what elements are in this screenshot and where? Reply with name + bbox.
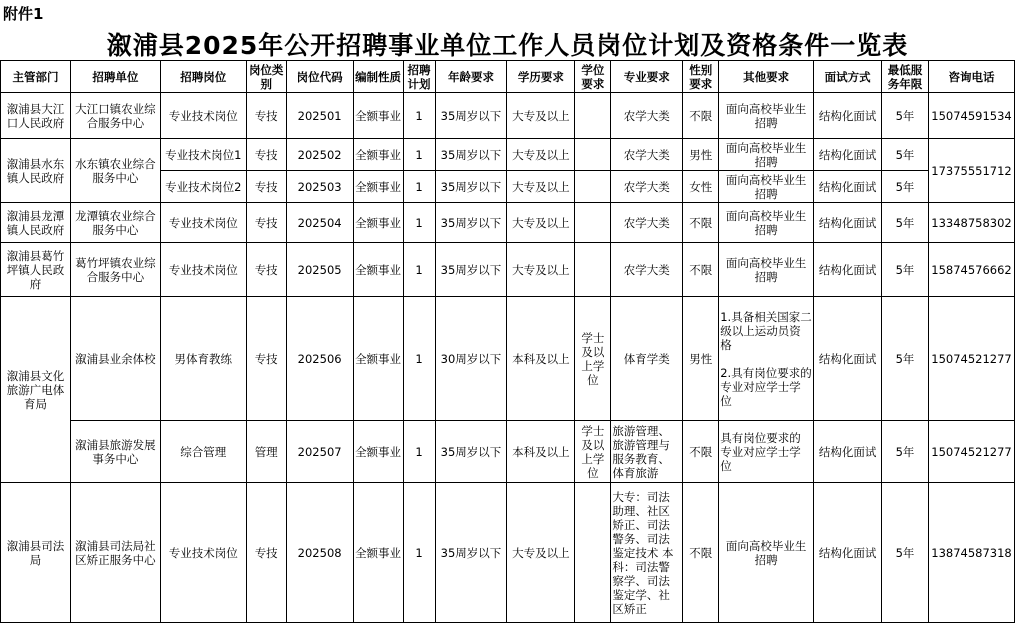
cell-major: 农学大类 (611, 171, 683, 203)
cell-other: 面向高校毕业生招聘 (719, 483, 814, 623)
cell-exam: 结构化面试 (814, 483, 882, 623)
cell-staffing: 全额事业 (353, 483, 403, 623)
cell-code: 202502 (286, 139, 353, 171)
cell-post-type: 专技 (246, 139, 286, 171)
cell-age: 35周岁以下 (435, 483, 507, 623)
cell-dept: 溆浦县文化旅游广电体育局 (1, 297, 71, 483)
cell-plan: 1 (403, 483, 435, 623)
header-unit: 招聘单位 (70, 61, 160, 93)
cell-post: 综合管理 (160, 421, 246, 483)
cell-degree: 学士及以上学位 (575, 421, 611, 483)
cell-education: 大专及以上 (507, 483, 575, 623)
cell-post-type: 专技 (246, 243, 286, 297)
cell-gender: 不限 (683, 203, 719, 243)
cell-exam: 结构化面试 (814, 171, 882, 203)
cell-phone: 15074521277 (929, 297, 1015, 421)
cell-dept: 溆浦县葛竹坪镇人民政府 (1, 243, 71, 297)
cell-age: 35周岁以下 (435, 93, 507, 139)
cell-post-type: 专技 (246, 483, 286, 623)
cell-plan: 1 (403, 421, 435, 483)
cell-code: 202501 (286, 93, 353, 139)
cell-major: 农学大类 (611, 139, 683, 171)
cell-gender: 男性 (683, 297, 719, 421)
table-row (1, 139, 1015, 171)
job-table (0, 60, 1015, 623)
header-age: 年龄要求 (435, 61, 507, 93)
cell-degree (575, 483, 611, 623)
cell-staffing: 全额事业 (353, 203, 403, 243)
cell-education: 大专及以上 (507, 243, 575, 297)
cell-post: 专业技术岗位1 (160, 139, 246, 171)
cell-service: 5年 (882, 171, 929, 203)
cell-education: 大专及以上 (507, 139, 575, 171)
cell-other: 具有岗位要求的专业对应学士学位 (719, 421, 814, 483)
cell-major: 大专：司法助理、社区矫正、司法警务、司法鉴定技术 本科：司法警察学、司法鉴定学、社区矫正 (611, 483, 683, 623)
cell-degree (575, 93, 611, 139)
cell-phone: 13874587318 (929, 483, 1015, 623)
cell-post: 专业技术岗位 (160, 483, 246, 623)
cell-service: 5年 (882, 203, 929, 243)
cell-post: 专业技术岗位 (160, 93, 246, 139)
cell-degree (575, 203, 611, 243)
cell-plan: 1 (403, 297, 435, 421)
cell-unit: 溆浦县旅游发展事务中心 (70, 421, 160, 483)
cell-education: 本科及以上 (507, 421, 575, 483)
cell-major: 农学大类 (611, 203, 683, 243)
cell-code: 202503 (286, 171, 353, 203)
cell-gender: 不限 (683, 421, 719, 483)
cell-staffing: 全额事业 (353, 171, 403, 203)
cell-education: 大专及以上 (507, 203, 575, 243)
cell-age: 35周岁以下 (435, 139, 507, 171)
cell-education: 本科及以上 (507, 297, 575, 421)
cell-degree (575, 139, 611, 171)
header-education: 学历要求 (507, 61, 575, 93)
cell-plan: 1 (403, 93, 435, 139)
cell-service: 5年 (882, 93, 929, 139)
cell-post: 男体育教练 (160, 297, 246, 421)
header-phone: 咨询电话 (929, 61, 1015, 93)
cell-unit: 大江口镇农业综合服务中心 (70, 93, 160, 139)
cell-exam: 结构化面试 (814, 421, 882, 483)
table-row (1, 243, 1015, 297)
cell-dept: 溆浦县司法局 (1, 483, 71, 623)
cell-education: 大专及以上 (507, 93, 575, 139)
header-dept: 主管部门 (1, 61, 71, 93)
cell-post-type: 专技 (246, 171, 286, 203)
attachment-label: 附件1 (3, 5, 44, 23)
cell-gender: 不限 (683, 483, 719, 623)
cell-post: 专业技术岗位2 (160, 171, 246, 203)
cell-phone: 15074591534 (929, 93, 1015, 139)
cell-major: 农学大类 (611, 243, 683, 297)
cell-education: 大专及以上 (507, 171, 575, 203)
table-row (1, 203, 1015, 243)
cell-other: 面向高校毕业生招聘 (719, 203, 814, 243)
cell-post-type: 专技 (246, 297, 286, 421)
cell-code: 202504 (286, 203, 353, 243)
cell-major: 体育学类 (611, 297, 683, 421)
cell-post-type: 专技 (246, 203, 286, 243)
cell-age: 30周岁以下 (435, 297, 507, 421)
other-requirement-1: 1.具备相关国家二级以上运动员资格 (720, 309, 812, 352)
cell-age: 35周岁以下 (435, 243, 507, 297)
cell-gender: 不限 (683, 243, 719, 297)
cell-dept: 溆浦县水东镇人民政府 (1, 139, 71, 203)
header-service: 最低服务年限 (882, 61, 929, 93)
header-major: 专业要求 (611, 61, 683, 93)
cell-plan: 1 (403, 203, 435, 243)
cell-phone: 17375551712 (929, 139, 1015, 203)
cell-service: 5年 (882, 483, 929, 623)
cell-dept: 溆浦县龙潭镇人民政府 (1, 203, 71, 243)
header-plan: 招聘计划 (403, 61, 435, 93)
cell-degree (575, 171, 611, 203)
table-row (1, 93, 1015, 139)
cell-staffing: 全额事业 (353, 93, 403, 139)
cell-code: 202505 (286, 243, 353, 297)
cell-service: 5年 (882, 421, 929, 483)
cell-other: 面向高校毕业生招聘 (719, 139, 814, 171)
cell-post: 专业技术岗位 (160, 243, 246, 297)
cell-gender: 不限 (683, 93, 719, 139)
cell-phone: 13348758302 (929, 203, 1015, 243)
cell-phone: 15074521277 (929, 421, 1015, 483)
cell-age: 35周岁以下 (435, 421, 507, 483)
cell-service: 5年 (882, 297, 929, 421)
header-exam: 面试方式 (814, 61, 882, 93)
cell-degree: 学士及以上学位 (575, 297, 611, 421)
cell-age: 35周岁以下 (435, 171, 507, 203)
cell-code: 202506 (286, 297, 353, 421)
cell-post-type: 管理 (246, 421, 286, 483)
cell-code: 202508 (286, 483, 353, 623)
cell-exam: 结构化面试 (814, 139, 882, 171)
cell-staffing: 全额事业 (353, 421, 403, 483)
cell-unit: 水东镇农业综合服务中心 (70, 139, 160, 203)
cell-code: 202507 (286, 421, 353, 483)
cell-other: 面向高校毕业生招聘 (719, 171, 814, 203)
header-row (1, 61, 1015, 93)
cell-unit: 葛竹坪镇农业综合服务中心 (70, 243, 160, 297)
cell-staffing: 全额事业 (353, 297, 403, 421)
cell-post-type: 专技 (246, 93, 286, 139)
cell-gender: 男性 (683, 139, 719, 171)
cell-degree (575, 243, 611, 297)
cell-major: 旅游管理、旅游管理与服务教育、体育旅游 (611, 421, 683, 483)
cell-age: 35周岁以下 (435, 203, 507, 243)
cell-exam: 结构化面试 (814, 93, 882, 139)
cell-other: 面向高校毕业生招聘 (719, 93, 814, 139)
cell-staffing: 全额事业 (353, 243, 403, 297)
cell-plan: 1 (403, 243, 435, 297)
header-code: 岗位代码 (286, 61, 353, 93)
cell-unit: 龙潭镇农业综合服务中心 (70, 203, 160, 243)
header-staffing: 编制性质 (353, 61, 403, 93)
cell-unit: 溆浦县司法局社区矫正服务中心 (70, 483, 160, 623)
cell-plan: 1 (403, 171, 435, 203)
header-gender: 性别要求 (683, 61, 719, 93)
header-other: 其他要求 (719, 61, 814, 93)
cell-phone: 15874576662 (929, 243, 1015, 297)
cell-staffing: 全额事业 (353, 139, 403, 171)
cell-exam: 结构化面试 (814, 297, 882, 421)
cell-exam: 结构化面试 (814, 203, 882, 243)
table-row (1, 297, 1015, 421)
cell-exam: 结构化面试 (814, 243, 882, 297)
header-post-type: 岗位类别 (246, 61, 286, 93)
cell-other (719, 297, 814, 421)
page-title: 溆浦县2025年公开招聘事业单位工作人员岗位计划及资格条件一览表 (106, 31, 909, 60)
cell-other: 面向高校毕业生招聘 (719, 243, 814, 297)
cell-post: 专业技术岗位 (160, 203, 246, 243)
cell-major: 农学大类 (611, 93, 683, 139)
table-row (1, 483, 1015, 623)
cell-unit: 溆浦县业余体校 (70, 297, 160, 421)
header-degree: 学位要求 (575, 61, 611, 93)
other-requirement-2: 2.具有岗位要求的专业对应学士学位 (720, 365, 812, 408)
cell-service: 5年 (882, 139, 929, 171)
header-post: 招聘岗位 (160, 61, 246, 93)
cell-service: 5年 (882, 243, 929, 297)
table-row (1, 421, 1015, 483)
cell-dept: 溆浦县大江口人民政府 (1, 93, 71, 139)
cell-plan: 1 (403, 139, 435, 171)
cell-gender: 女性 (683, 171, 719, 203)
